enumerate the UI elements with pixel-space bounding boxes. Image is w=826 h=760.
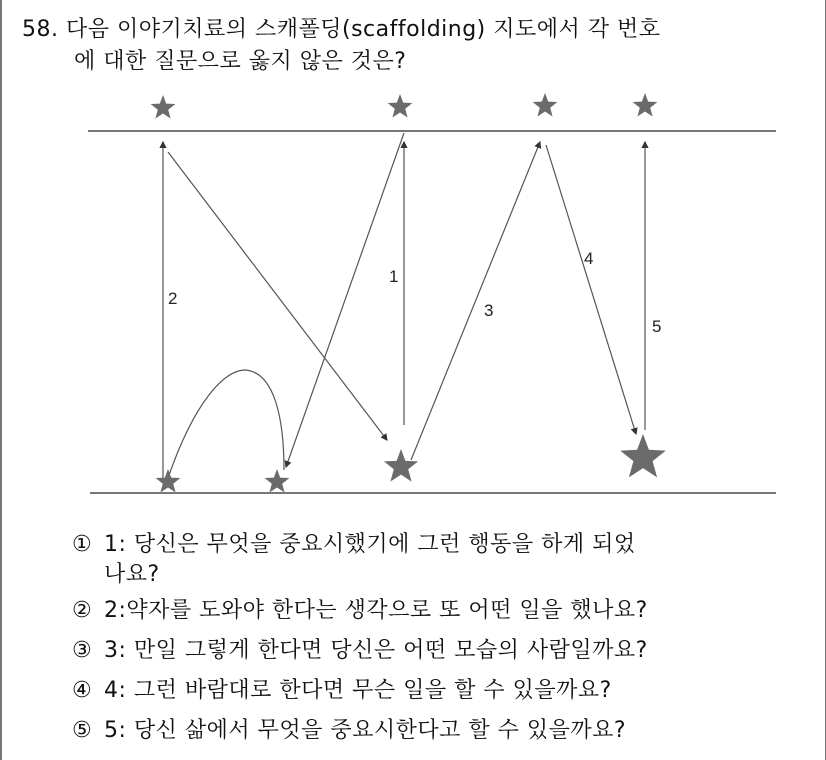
label-5: 5 [652,317,662,336]
option-5[interactable] [72,716,626,746]
option-marker: ③ [72,638,93,663]
label-4: 4 [584,249,594,268]
arrow-3 [411,142,540,460]
star-icon [633,93,658,117]
option-marker: ④ [72,678,93,703]
option-1[interactable] [72,530,636,560]
question-text-1: 다음 이야기치료의 스캐폴딩(scaffolding) 지도에서 각 번호 [66,17,661,42]
option-text: 5: 당신 삶에서 무엇을 중요시한다고 할 수 있을까요? [104,718,627,743]
option-marker: ② [72,598,93,623]
option-marker: ① [72,532,93,557]
option-text: 3: 만일 그렇게 한다면 당신은 어떤 모습의 사람일까요? [104,638,648,663]
question-text-2: 에 대한 질문으로 옳지 않은 것은? [74,49,407,74]
arrow-diagonal-down [168,152,387,440]
label-3: 3 [484,301,494,320]
star-icon [265,469,290,493]
arrow-4 [546,145,636,434]
curve-arc [168,370,284,478]
option-2[interactable] [72,596,648,626]
option-1-continued: 나요? [104,562,160,587]
star-icon [151,95,176,119]
option-text: 1: 당신은 무엇을 중요시했기에 그런 행동을 하게 되었 [104,532,636,557]
label-1: 1 [389,267,399,286]
label-2: 2 [168,289,178,308]
star-icon [156,469,181,493]
star-icon [533,93,558,117]
star-icon [388,94,413,118]
option-marker: ⑤ [72,718,93,743]
option-4[interactable] [72,676,612,706]
star-icon [620,434,666,477]
arrow-top-to-bottom [286,133,404,467]
option-text: 4: 그런 바람대로 한다면 무슨 일을 할 수 있을까요? [104,678,612,703]
question-number: 58. [22,17,59,42]
option-3[interactable] [72,636,648,666]
option-text: 2:약자를 도와야 한다는 생각으로 또 어떤 일을 했나요? [104,598,648,623]
